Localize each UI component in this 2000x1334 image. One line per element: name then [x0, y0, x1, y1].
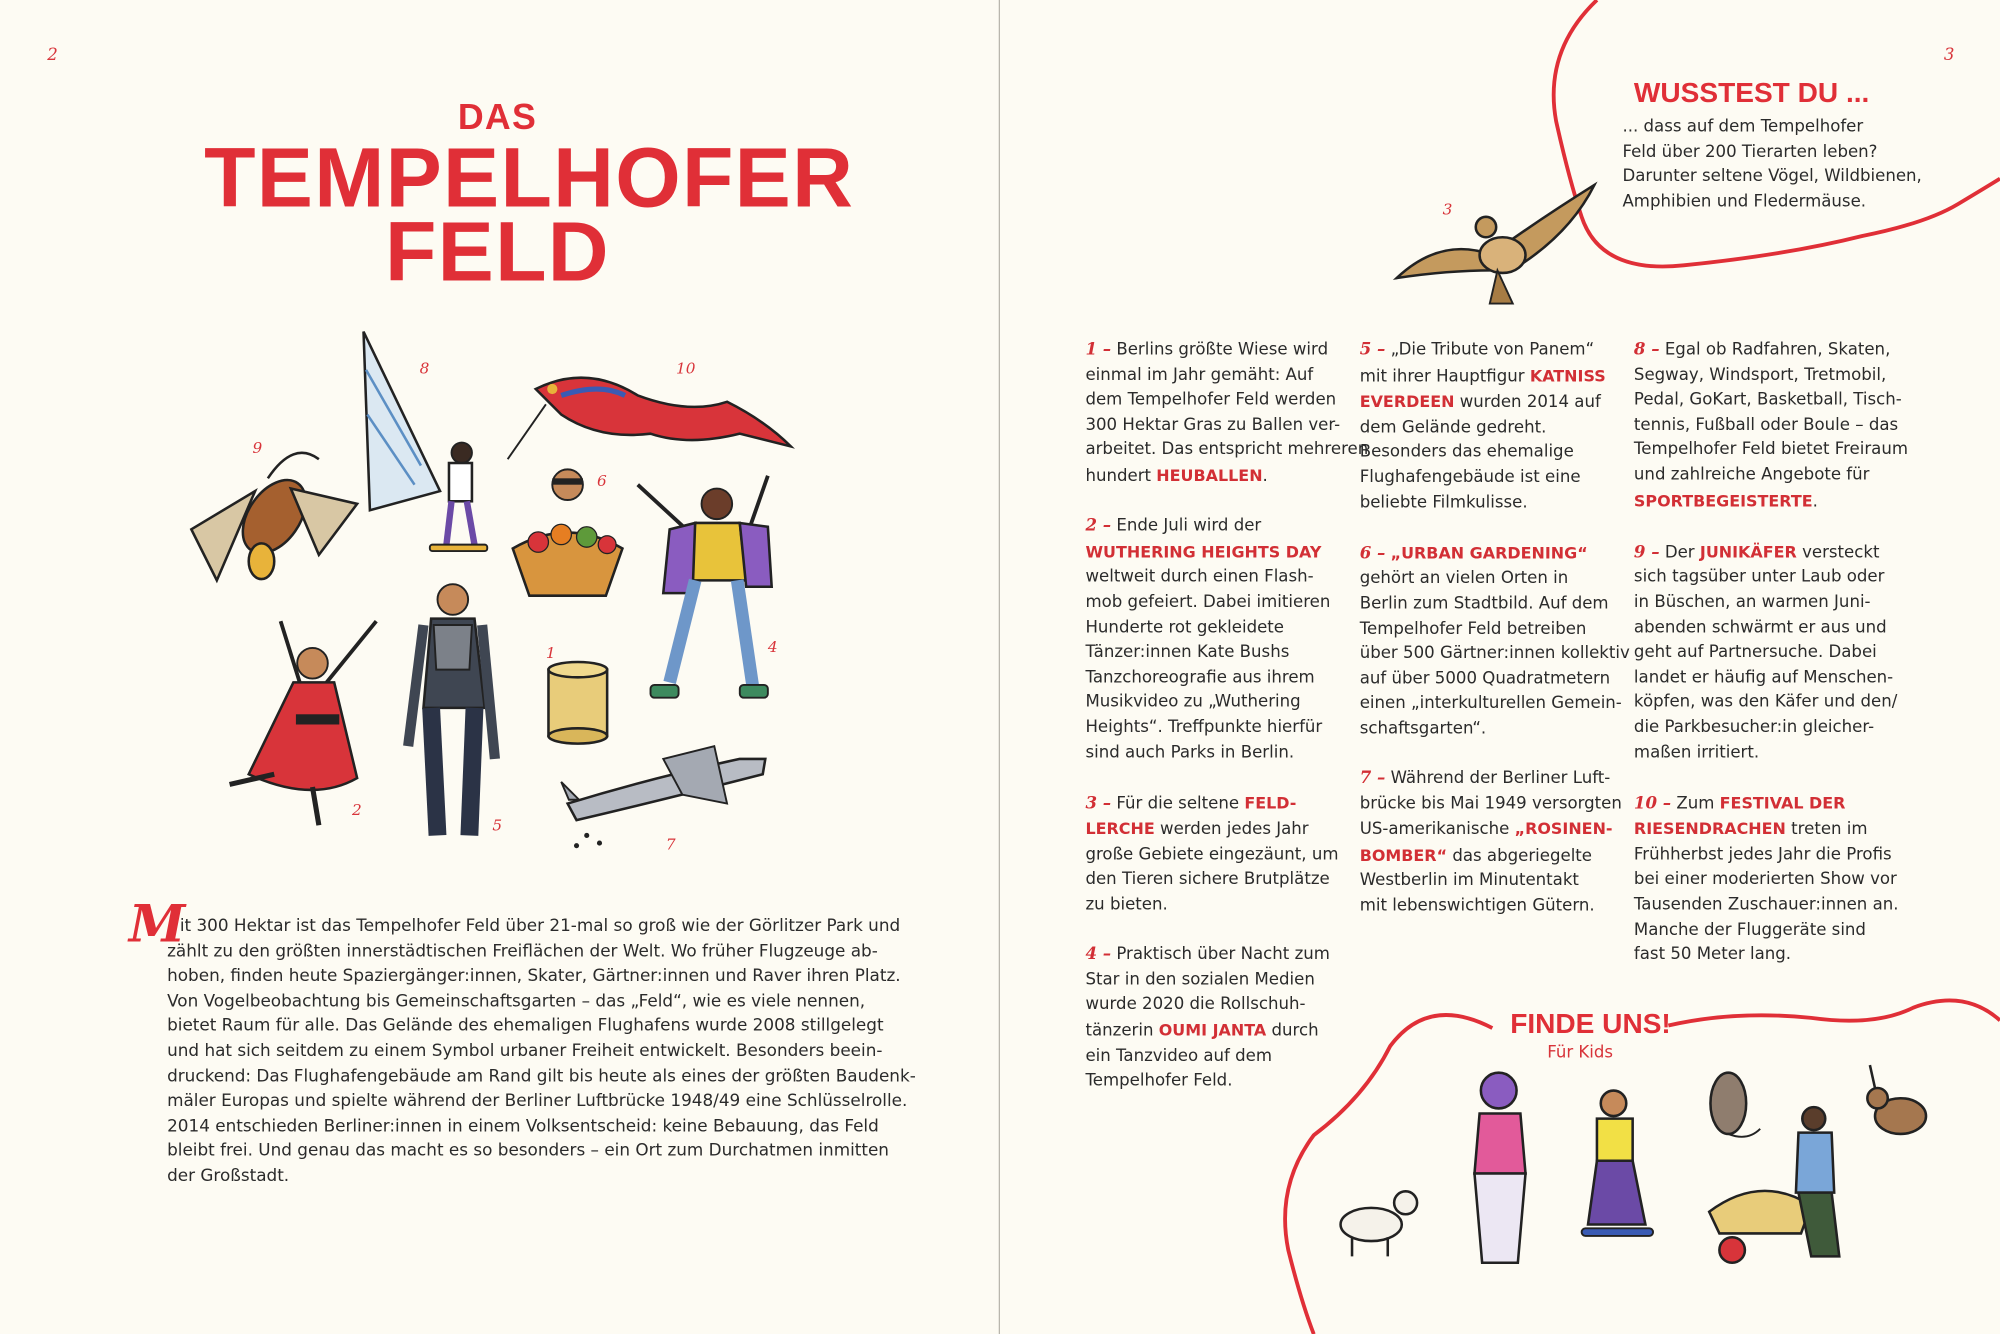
fact-text: Egal ob Radfahren, Skaten,: [1664, 340, 1891, 360]
fact-8: [1633, 338, 1909, 514]
fact-text: Westberlin im Minutentakt: [1359, 871, 1579, 891]
illustration-number-10: 10: [676, 359, 696, 378]
fact-text: mob gefeiert. Dabei imitieren: [1085, 593, 1331, 613]
intro-line: bietet Raum für alle. Das Gelände des ehemaligen Flughafens wurde 2008 stillgelegt: [167, 1017, 884, 1037]
fact-9: [1633, 539, 1898, 765]
wusstest-title: WUSSTEST DU ...: [1633, 76, 1870, 109]
fact-5-number: 5 –: [1359, 340, 1386, 360]
fact-text: landet er häufig auf Menschen-: [1633, 668, 1894, 688]
title-line-2: TEMPELHOFER: [204, 130, 855, 225]
fact-text: treten im: [1785, 820, 1868, 840]
fact-text: über 500 Gärtner:innen kollektiv: [1359, 644, 1630, 664]
intro-line: druckend: Das Flughafengebäude am Rand gilt bis heute als eines der größten Baudenk-: [167, 1067, 916, 1087]
intro-line: und hat sich seitdem zu einem Symbol urbaner Freiheit entwickelt. Besonders beein-: [167, 1042, 883, 1062]
page-number-left: 2: [47, 45, 58, 66]
fact-5: [1360, 338, 1621, 515]
intro-line: mäler Europas und spielte während der Berliner Luftbrücke 1948/49 eine Schlüsselrolle.: [167, 1092, 908, 1112]
title-line-3: FELD: [384, 204, 610, 299]
fact-text: Tempelhofer Feld.: [1085, 1071, 1233, 1091]
skateboarder-illustration: [1582, 1091, 1653, 1236]
fact-text: Heights“. Treffpunkte hierfür: [1085, 717, 1323, 738]
fact-text: Zum: [1676, 794, 1720, 814]
fact-1-number: 1 –: [1085, 340, 1112, 360]
fact-4-number: 4 –: [1085, 945, 1112, 965]
intro-line: bleibt frei. Und genau das macht es so besonders – ein Ort zum Durchatmen inmitten: [167, 1142, 889, 1162]
fact-6: [1359, 540, 1630, 741]
june-beetle-illustration: [191, 453, 357, 581]
katniss-illustration: [408, 584, 495, 835]
intro-line: 2014 entschieden Berliner:innen in einem Volksentscheid: keine Bebauung, das Feld: [167, 1117, 879, 1137]
illustration-number-7: 7: [665, 835, 676, 854]
intro-line: der Großstadt.: [167, 1167, 290, 1187]
fact-text: ein Tanzvideo auf dem: [1085, 1046, 1273, 1066]
fact-column-3: [1633, 338, 1909, 993]
fact-text: mit ihrer Hauptfigur: [1359, 366, 1530, 386]
finde-uns-illustrations: [1327, 1052, 1939, 1275]
highlight-junikaefer: JUNIKÄFER: [1699, 541, 1797, 561]
page-gutter: [999, 0, 1000, 1334]
highlight-oumi-janta: OUMI JANTA: [1158, 1020, 1267, 1040]
highlight-feldlerche: FELD-: [1244, 792, 1297, 813]
fact-text: 300 Hektar Gras zu Ballen ver-: [1085, 415, 1341, 435]
red-dress-dancer-illustration: [230, 621, 377, 825]
fact-text: geht auf Partnersuche. Dabei: [1633, 643, 1877, 663]
rabbit-illustration: [1867, 1065, 1926, 1134]
wusstest-line: ... dass auf dem Tempelhofer: [1622, 117, 1864, 137]
gardener-man-illustration: [1796, 1107, 1839, 1256]
fact-text: wurde 2020 die Rollschuh-: [1085, 995, 1306, 1015]
finde-uns-subtitle: Für Kids: [1547, 1043, 1614, 1063]
fact-text: Tempelhofer Feld bietet Freiraum: [1633, 440, 1909, 460]
goat-illustration: [1341, 1191, 1418, 1256]
illustration-number-8: 8: [419, 359, 430, 378]
wusstest-line: Amphibien und Fledermäuse.: [1622, 191, 1867, 212]
intro-line: it 300 Hektar ist das Tempelhofer Feld über 21-mal so groß wie der Görlitzer Park und: [179, 917, 901, 937]
fact-text: hundert: [1085, 466, 1157, 486]
fact-text: „Die Tribute von Panem“: [1390, 340, 1595, 360]
fact-text: arbeitet. Das entspricht mehreren: [1085, 440, 1369, 460]
dragon-kite-illustration: [508, 378, 791, 459]
intro-line: Von Vogelbeobachtung bis Gemeinschaftsgarten – das „Feld“, wie es viele nennen,: [167, 992, 866, 1012]
fact-text: US-amerikanische: [1359, 820, 1515, 840]
fact-text: abenden schwärmt er aus und: [1633, 618, 1887, 638]
intro-line: hoben, finden heute Spaziergänger:innen, Skater, Gärtner:innen und Raver ihren Platz.: [167, 967, 901, 987]
fact-text: Flughafengebäude ist eine: [1359, 468, 1581, 488]
fact-text: das abgeriegelte: [1447, 846, 1593, 866]
illustration-number-1: 1: [545, 644, 556, 662]
fact-text: .: [1812, 491, 1818, 511]
illustration-number-4: 4: [767, 637, 778, 656]
fact-text: Tausenden Zuschauer:innen an.: [1633, 895, 1899, 915]
fact-text: in Büschen, an warmen Juni-: [1633, 593, 1871, 613]
fact-text: zu bieten.: [1085, 895, 1168, 915]
drop-cap: M: [128, 894, 186, 955]
fact-text: sind auch Parks in Berlin.: [1085, 742, 1295, 763]
fact-3-number: 3 –: [1085, 794, 1112, 814]
highlight-katniss: KATNISS: [1529, 365, 1606, 385]
fact-column-2: [1359, 338, 1630, 944]
fact-text: einen „interkulturellen Gemein-: [1359, 694, 1622, 714]
fact-2-number: 2 –: [1085, 516, 1112, 536]
fact-text: Manche der Fluggeräte sind: [1633, 920, 1866, 940]
fact-text: köpfen, was den Käfer und den/: [1633, 693, 1898, 713]
fact-text: .: [1262, 466, 1268, 486]
fact-text: Ende Juli wird der: [1116, 516, 1262, 536]
highlight-everdeen: EVERDEEN: [1359, 391, 1455, 411]
hay-bale-illustration: [548, 662, 607, 744]
fact-text: wurden 2014 auf: [1454, 393, 1601, 413]
fact-text: bei einer moderierten Show vor: [1633, 870, 1897, 890]
highlight-rosinenbomber-2: BOMBER“: [1359, 845, 1448, 865]
lark-illustration: [1390, 179, 1600, 313]
highlight-rosinenbomber: „ROSINEN-: [1514, 819, 1613, 839]
fact-text: gehört an vielen Orten in: [1359, 569, 1569, 589]
fact-text: brücke bis Mai 1949 versorgten: [1359, 794, 1622, 814]
fact-text: dem Gelände gedreht.: [1359, 418, 1547, 438]
fact-text: Während der Berliner Luft-: [1390, 769, 1611, 789]
fact-text: Pedal, GoKart, Basketball, Tisch-: [1633, 390, 1902, 410]
tempelhof-illustration-cluster: [179, 325, 817, 886]
fact-text: Tempelhofer Feld betreiben: [1359, 619, 1587, 639]
intro-paragraph: [167, 915, 916, 1190]
illustration-number-9: 9: [252, 438, 263, 457]
fact-text: Praktisch über Nacht zum: [1116, 945, 1330, 965]
page-number-right: 3: [1943, 45, 1955, 66]
fact-text: Frühherbst jedes Jahr die Profis: [1633, 845, 1892, 865]
fact-text: schaftsgarten“.: [1359, 719, 1487, 739]
fact-10: [1633, 790, 1899, 967]
fact-text: Der: [1664, 543, 1700, 563]
fact-text: mit lebenswichtigen Gütern.: [1359, 896, 1595, 916]
roller-skater-illustration: [638, 476, 772, 698]
fact-text: große Gebiete eingezäunt, um: [1085, 845, 1339, 865]
highlight-festival-der: FESTIVAL DER: [1719, 792, 1846, 813]
fact-10-number: 10 –: [1633, 794, 1672, 814]
fact-text: weltweit durch einen Flash-: [1085, 568, 1314, 588]
highlight-sportbegeisterte: SPORTBEGEISTERTE: [1633, 490, 1813, 510]
highlight-heuballen: HEUBALLEN: [1156, 465, 1263, 485]
fact-7-number: 7 –: [1359, 769, 1386, 789]
fact-text: Berlin zum Stadtbild. Auf dem: [1359, 594, 1609, 614]
highlight-urban-gardening: „URBAN GARDENING“: [1390, 543, 1588, 563]
fact-text: Berlins größte Wiese wird: [1116, 340, 1329, 360]
woman-rainbow-hair-illustration: [1474, 1073, 1525, 1263]
fact-8-number: 8 –: [1633, 340, 1660, 360]
fact-text: Star in den sozialen Medien: [1085, 970, 1315, 990]
rat-illustration: [1710, 1073, 1760, 1137]
highlight-riesendrachen: RIESENDRACHEN: [1633, 819, 1786, 839]
fact-text: beliebte Filmkulisse.: [1359, 493, 1528, 513]
fact-text: maßen irritiert.: [1633, 742, 1760, 763]
fact-text: durch: [1266, 1021, 1319, 1041]
wusstest-line: Feld über 200 Tierarten leben?: [1622, 142, 1878, 162]
fact-text: auf über 5000 Quadratmetern: [1359, 669, 1611, 689]
wusstest-line: Darunter seltene Vögel, Wildbienen,: [1622, 167, 1922, 187]
highlight-feldlerche-2: LERCHE: [1085, 819, 1155, 839]
fact-text: werden jedes Jahr: [1154, 820, 1309, 840]
fact-9-number: 9 –: [1633, 543, 1660, 563]
fact-text: Besonders das ehemalige: [1359, 443, 1574, 463]
illustration-number-2: 2: [352, 801, 362, 819]
fact-2: [1085, 514, 1346, 765]
illustration-number-6: 6: [596, 471, 607, 490]
fact-text: tennis, Fußball oder Boule – das: [1633, 415, 1899, 435]
illustration-number-5: 5: [492, 816, 503, 835]
fact-text: und zahlreiche Angebote für: [1633, 465, 1870, 485]
fact-text: die Parkbesucher:in gleicher-: [1633, 717, 1875, 738]
wheelbarrow-illustration: [1709, 1191, 1811, 1263]
fact-text: Tänzer:innen Kate Bushs: [1085, 643, 1290, 663]
fact-text: dem Tempelhofer Feld werden: [1085, 390, 1337, 410]
fact-7: [1360, 767, 1621, 920]
fact-3: [1085, 790, 1346, 918]
fact-text: Hunderte rot gekleidete: [1085, 618, 1285, 638]
intro-line: zählt zu den größten innerstädtischen Freiflächen der Welt. Wo früher Flugzeuge ab-: [167, 942, 878, 962]
fact-text: fast 50 Meter lang.: [1633, 945, 1792, 965]
wusstest-text: [1622, 115, 1921, 214]
fact-text: Für die seltene: [1116, 794, 1245, 814]
fact-text: Tanzchoreografie aus ihrem: [1085, 668, 1315, 688]
raisin-bomber-plane-illustration: [561, 746, 765, 848]
fact-text: sich tagsüber unter Laub oder: [1633, 568, 1885, 588]
title-line-1: DAS: [457, 96, 538, 137]
fact-text: tänzerin: [1085, 1021, 1159, 1041]
finde-uns-title: FINDE UNS!: [1510, 1007, 1671, 1040]
fact-text: Segway, Windsport, Tretmobil,: [1633, 365, 1887, 385]
fact-text: Musikvideo zu „Wuthering: [1085, 693, 1301, 713]
fact-1: [1085, 338, 1369, 489]
fact-text: versteckt: [1796, 543, 1880, 563]
fact-text: den Tieren sichere Brutplätze: [1085, 870, 1330, 890]
highlight-wuthering-heights-day: WUTHERING HEIGHTS DAY: [1085, 541, 1322, 561]
illustration-number-3: 3: [1442, 200, 1453, 219]
fact-text: einmal im Jahr gemäht: Auf: [1085, 365, 1314, 385]
fact-6-number: 6 –: [1359, 544, 1386, 564]
